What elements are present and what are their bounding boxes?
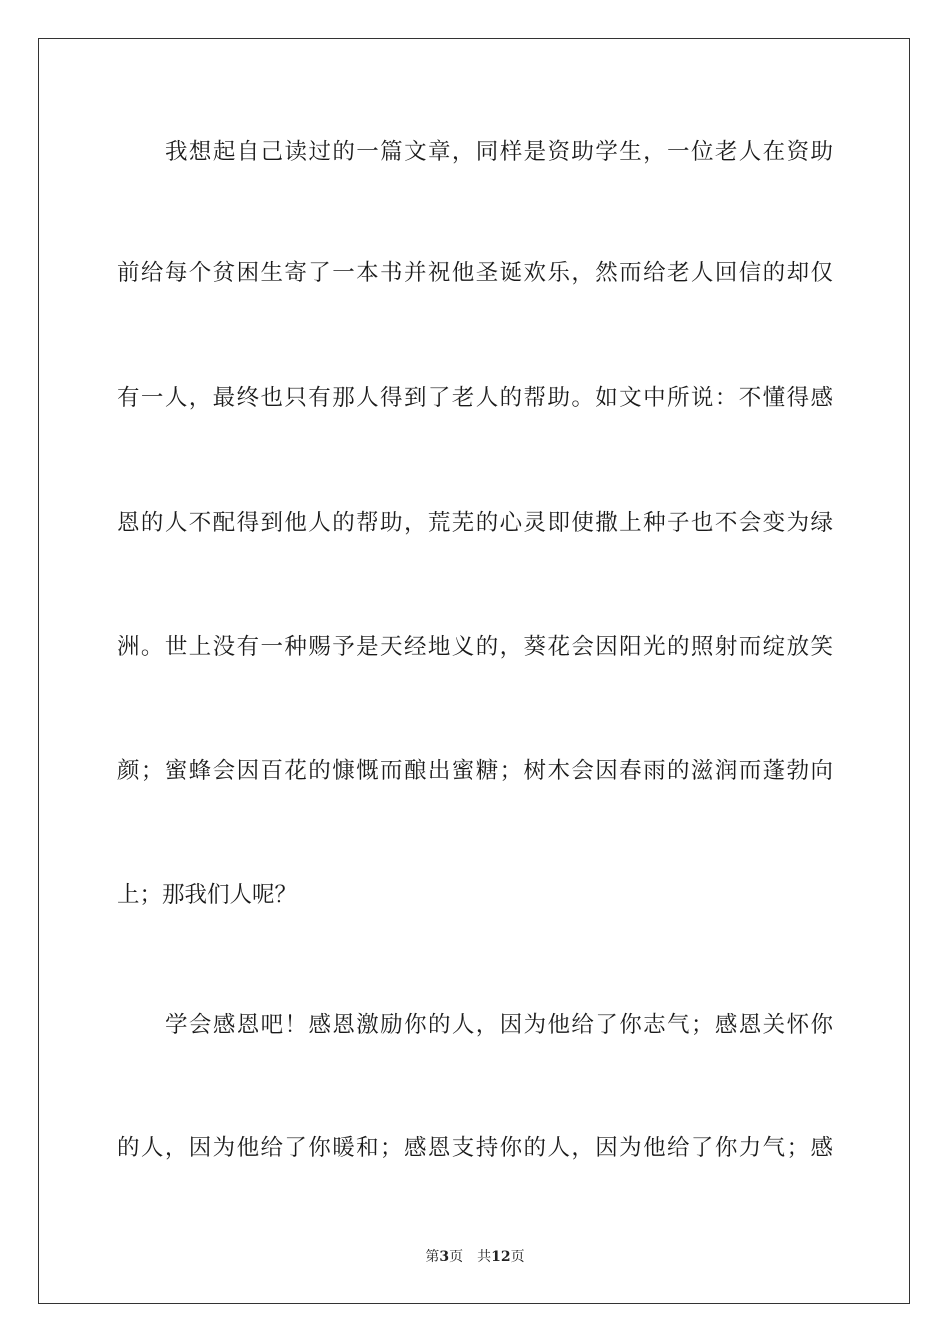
page-footer: [0, 1248, 950, 1266]
paragraph-1-line-3: 有一人，最终也只有那人得到了老人的帮助。如文中所说：不懂得感: [117, 385, 833, 411]
paragraph-1-line-6: 颜；蜜蜂会因百花的慷慨而酿出蜜糖；树木会因春雨的滋润而蓬勃向: [117, 758, 833, 784]
footer-total-suffix: 页: [510, 1249, 525, 1265]
footer-page-number: 3: [439, 1249, 450, 1265]
paragraph-1-line-4: 恩的人不配得到他人的帮助，荒芜的心灵即使撒上种子也不会变为绿: [117, 510, 833, 536]
paragraph-1-line-7: 上；那我们人呢？: [117, 882, 298, 908]
paragraph-2-line-1: 学会感恩吧！感恩激励你的人，因为他给了你志气；感恩关怀你: [165, 1012, 833, 1038]
footer-total-pages: 12: [491, 1249, 511, 1265]
paragraph-1-line-1: 我想起自己读过的一篇文章，同样是资助学生，一位老人在资助: [165, 139, 833, 165]
paragraph-1-line-2: 前给每个贫困生寄了一本书并祝他圣诞欢乐，然而给老人回信的却仅: [117, 260, 833, 286]
page-border: [38, 38, 910, 1304]
footer-page-suffix: 页: [449, 1249, 464, 1265]
paragraph-2-line-2: 的人，因为他给了你暖和；感恩支持你的人，因为他给了你力气；感: [117, 1135, 833, 1161]
paragraph-1-line-5: 洲。世上没有一种赐予是天经地义的，葵花会因阳光的照射而绽放笑: [117, 634, 833, 660]
footer-page-prefix: 第: [425, 1249, 440, 1265]
footer-total-prefix: 共: [477, 1249, 492, 1265]
